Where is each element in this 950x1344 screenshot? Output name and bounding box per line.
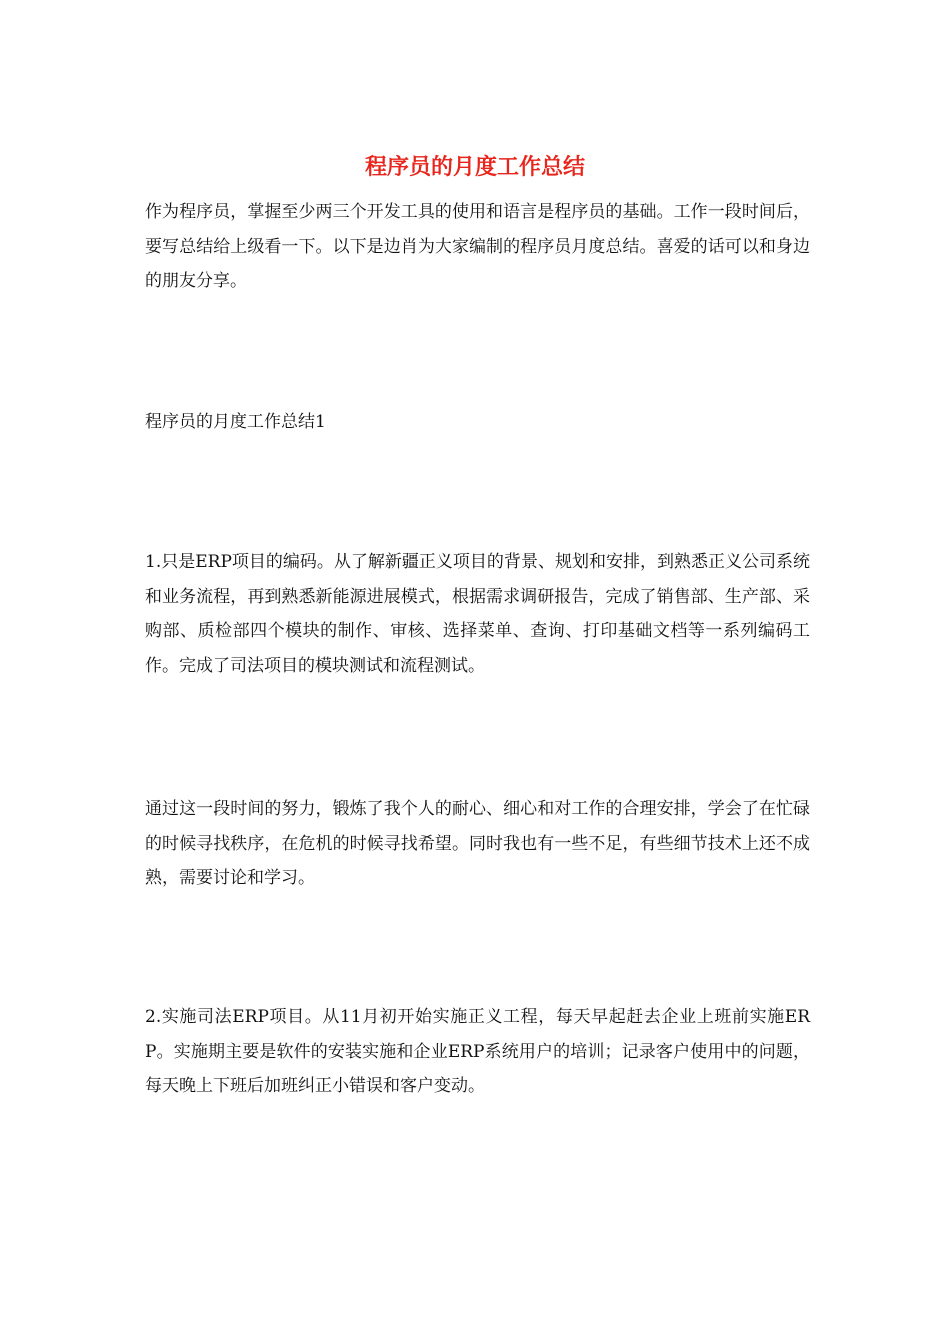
intro-paragraph: 作为程序员，掌握至少两三个开发工具的使用和语言是程序员的基础。工作一段时间后，要写总结给上级看一下。以下是边肖为大家编制的程序员月度总结。喜爱的话可以和身边的朋友分享。: [145, 202, 810, 291]
section-heading: 程序员的月度工作总结1: [145, 412, 326, 432]
paragraph-erp-implementation: 2.实施司法ERP项目。从11月初开始实施正义工程，每天早起赶去企业上班前实施ERP。实施期主要是软件的安装实施和企业ERP系统用户的培训；记录客户使用中的问题，每天晚上下班后加班纠正小错误和客户变动。: [145, 1007, 810, 1096]
document-title: 程序员的月度工作总结: [364, 155, 585, 180]
paragraph-reflection: 通过这一段时间的努力，锻炼了我个人的耐心、细心和对工作的合理安排，学会了在忙碌的时候寻找秩序，在危机的时候寻找希望。同时我也有一些不足，有些细节技术上还不成熟，需要讨论和学习。: [145, 799, 810, 888]
paragraph-erp-coding: 1.只是ERP项目的编码。从了解新疆正义项目的背景、规划和安排，到熟悉正义公司系统和业务流程，再到熟悉新能源进展模式，根据需求调研报告，完成了销售部、生产部、采购部、质检部四个模块的制作、审核、选择菜单、查询、打印基础文档等一系列编码工作。完成了司法项目的模块测试和流程测试。: [145, 552, 810, 676]
